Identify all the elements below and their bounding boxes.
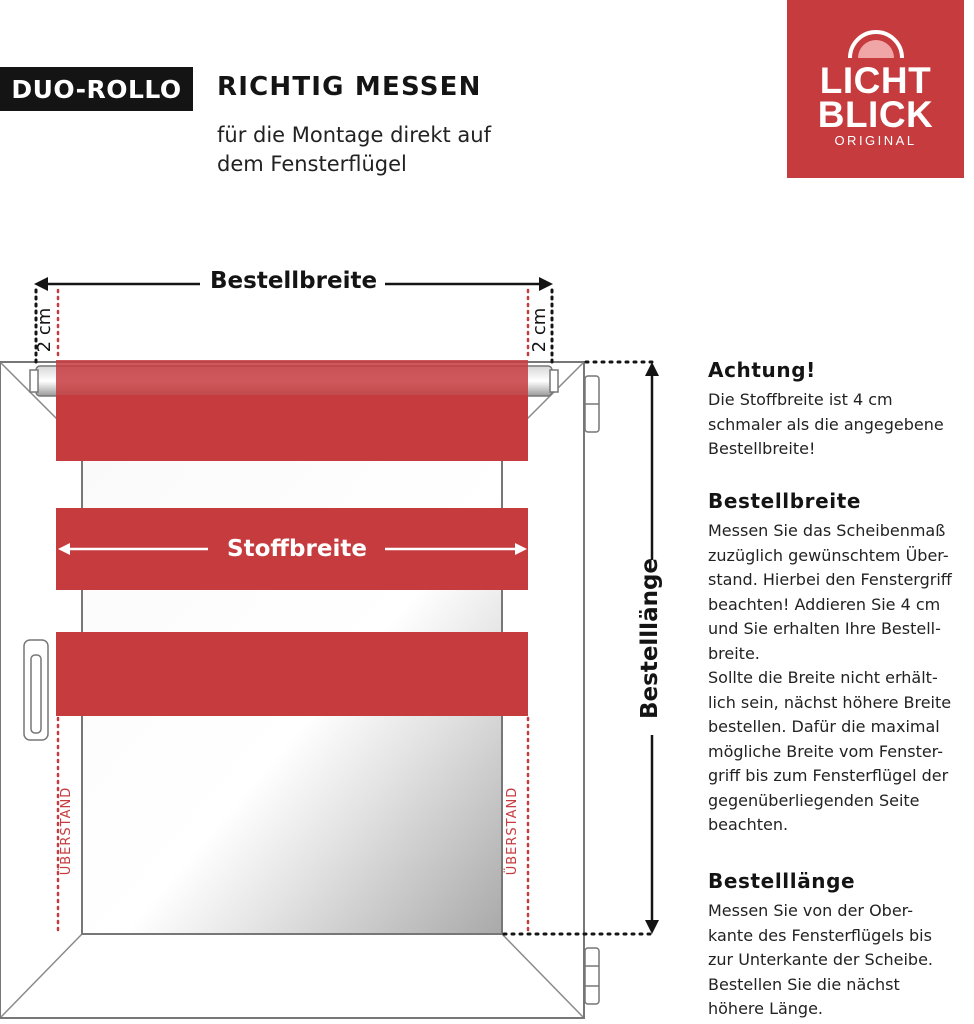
- hinge-bottom: [585, 948, 599, 1004]
- order-width-text: Messen Sie das Scheibenmaß zuzüglich gewünschtem Über- stand. Hierbei den Fenstergriff beachten! Addieren Sie 4 cm und Sie erhalten Ihre Bestell- breite. Sollte die Breite nicht erhält- lich sein, nächst höhere Breite bestellen. Dafür die maximal mögliche Breite vom Fenster- griff bis zum Fensterflügel der gegenüberliegenden Seite beachten.: [708, 521, 952, 834]
- overhang-right-label: ÜBERSTAND: [505, 786, 520, 876]
- window-handle: [24, 640, 48, 740]
- attention-text: Die Stoffbreite ist 4 cm schmaler als die angegebene Bestellbreite!: [708, 390, 944, 458]
- order-width-heading: Bestellbreite: [708, 489, 862, 513]
- attention-heading: Achtung!: [708, 358, 816, 382]
- product-tag: DUO-ROLLO: [0, 67, 193, 111]
- attention-section: [708, 358, 970, 462]
- margin-left-label: 2 cm: [34, 307, 55, 353]
- margin-right-label: 2 cm: [529, 307, 550, 353]
- logo-text-line1: LICHT: [819, 60, 932, 101]
- logo-text-line3: ORIGINAL: [834, 133, 917, 148]
- page-title: RICHTIG MESSEN: [217, 72, 482, 102]
- overhang-left-label: ÜBERSTAND: [59, 786, 74, 876]
- order-width-section: [708, 489, 970, 838]
- logo-text-line2: BLICK: [817, 94, 934, 135]
- page-subtitle: für die Montage direkt auf dem Fensterflügel: [217, 123, 491, 176]
- order-length-text: Messen Sie von der Ober- kante des Fensterflügels bis zur Unterkante der Scheibe. Bestellen Sie die nächst höhere Länge.: [708, 901, 934, 1018]
- fabric-width-label: Stoffbreite: [227, 536, 367, 562]
- order-length-section: [708, 869, 970, 1022]
- order-width-label: Bestellbreite: [210, 268, 378, 294]
- order-length-label: Bestelllänge: [637, 557, 663, 719]
- margin-extension-lines: [36, 290, 552, 366]
- order-length-heading: Bestelllänge: [708, 869, 856, 893]
- hinge-top: [585, 376, 599, 432]
